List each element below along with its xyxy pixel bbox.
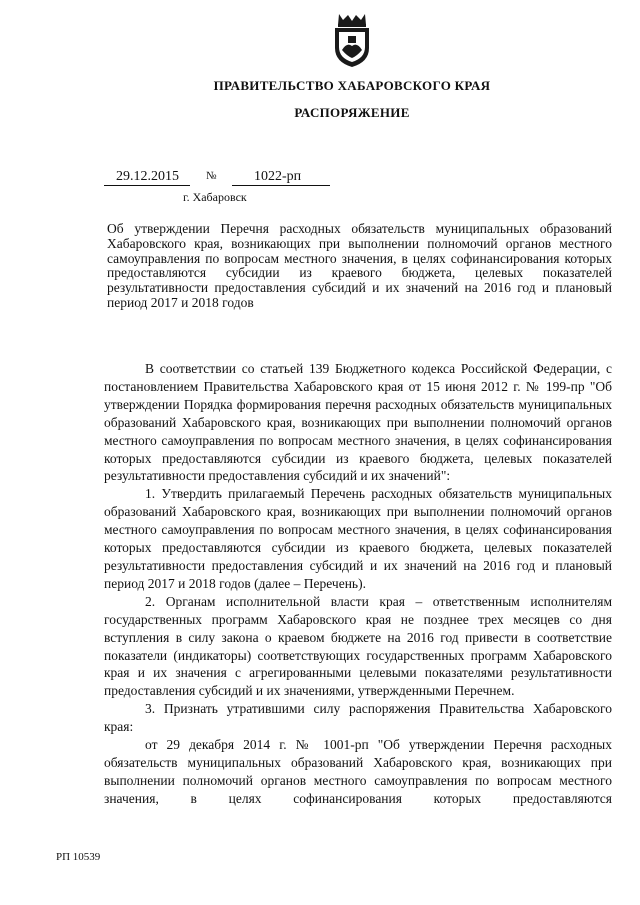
document-date: 29.12.2015 bbox=[104, 168, 190, 186]
document-subject: Об утверждении Перечня расходных обязательств муниципальных образований Хабаровского края, возникающих при выполнении полномочий органов местного самоуправления по вопросам местного значения, в целях софинансирования которых предоставляются субсидии из краевого бюджета, целевых показателей результативности предоставления субсидий и их значений на 2016 год и плановый период 2017 и 2018 годов bbox=[107, 221, 612, 310]
preamble-paragraph: В соответствии со статьей 139 Бюджетного кодекса Российской Федерации, с постановлением Правительства Хабаровского края от 15 июня 2012 г. № 199-пр "Об утверждении Порядка формирования перечня расходных обязательств муниципальных образований Хабаровского края, возникающих при выполнении полномочий органов местного самоуправления по вопросам местного значения, в целях софинансирования которых предоставляются субсидии из краевого бюджета, целевых показателей результативности предоставления субсидий и их значений": bbox=[104, 361, 612, 484]
government-title: ПРАВИТЕЛЬСТВО ХАБАРОВСКОГО КРАЯ bbox=[213, 78, 491, 93]
item-1-paragraph: 1. Утвердить прилагаемый Перечень расходных обязательств муниципальных образований Хабаровского края, возникающих при выполнении полномочий органов местного самоуправления по вопросам местного значения, в целях софинансирования которых предоставляются субсидии из краевого бюджета, целевых показателей результативности предоставления субсидий и их значений на 2016 год и плановый период 2017 и 2018 годов (далее – Перечень). bbox=[104, 486, 612, 591]
number-sign: № bbox=[206, 170, 217, 182]
item-3-paragraph: 3. Признать утратившими силу распоряжения Правительства Хабаровского края: bbox=[104, 701, 612, 735]
item-2-paragraph: 2. Органам исполнительной власти края – ответственным исполнителям государственных программ Хабаровского края не позднее трех месяцев со дня вступления в силу закона о краевом бюджете на 2016 год привести в соответствие показатели (индикаторы) соответствующих государственных программ Хабаровского края и их значения с агрегированными целевыми показателями результативности предоставления субсидий и их значениями, утвержденными Перечнем. bbox=[104, 593, 612, 699]
city-label: г. Хабаровск bbox=[183, 190, 247, 204]
coat-of-arms-emblem bbox=[329, 12, 375, 68]
document-number: 1022-рп bbox=[232, 168, 330, 186]
registry-code: РП 10539 bbox=[56, 851, 101, 863]
repealed-order-paragraph: от 29 декабря 2014 г. № 1001-рп "Об утверждении Перечня расходных обязательств муниципальных образований Хабаровского края, возникающих при выполнении полномочий органов местного самоуправления по вопросам местного значения, в целях софинансирования которых предоставляются bbox=[104, 737, 612, 806]
document-type-title: РАСПОРЯЖЕНИЕ bbox=[294, 105, 410, 120]
document-body bbox=[104, 360, 612, 808]
